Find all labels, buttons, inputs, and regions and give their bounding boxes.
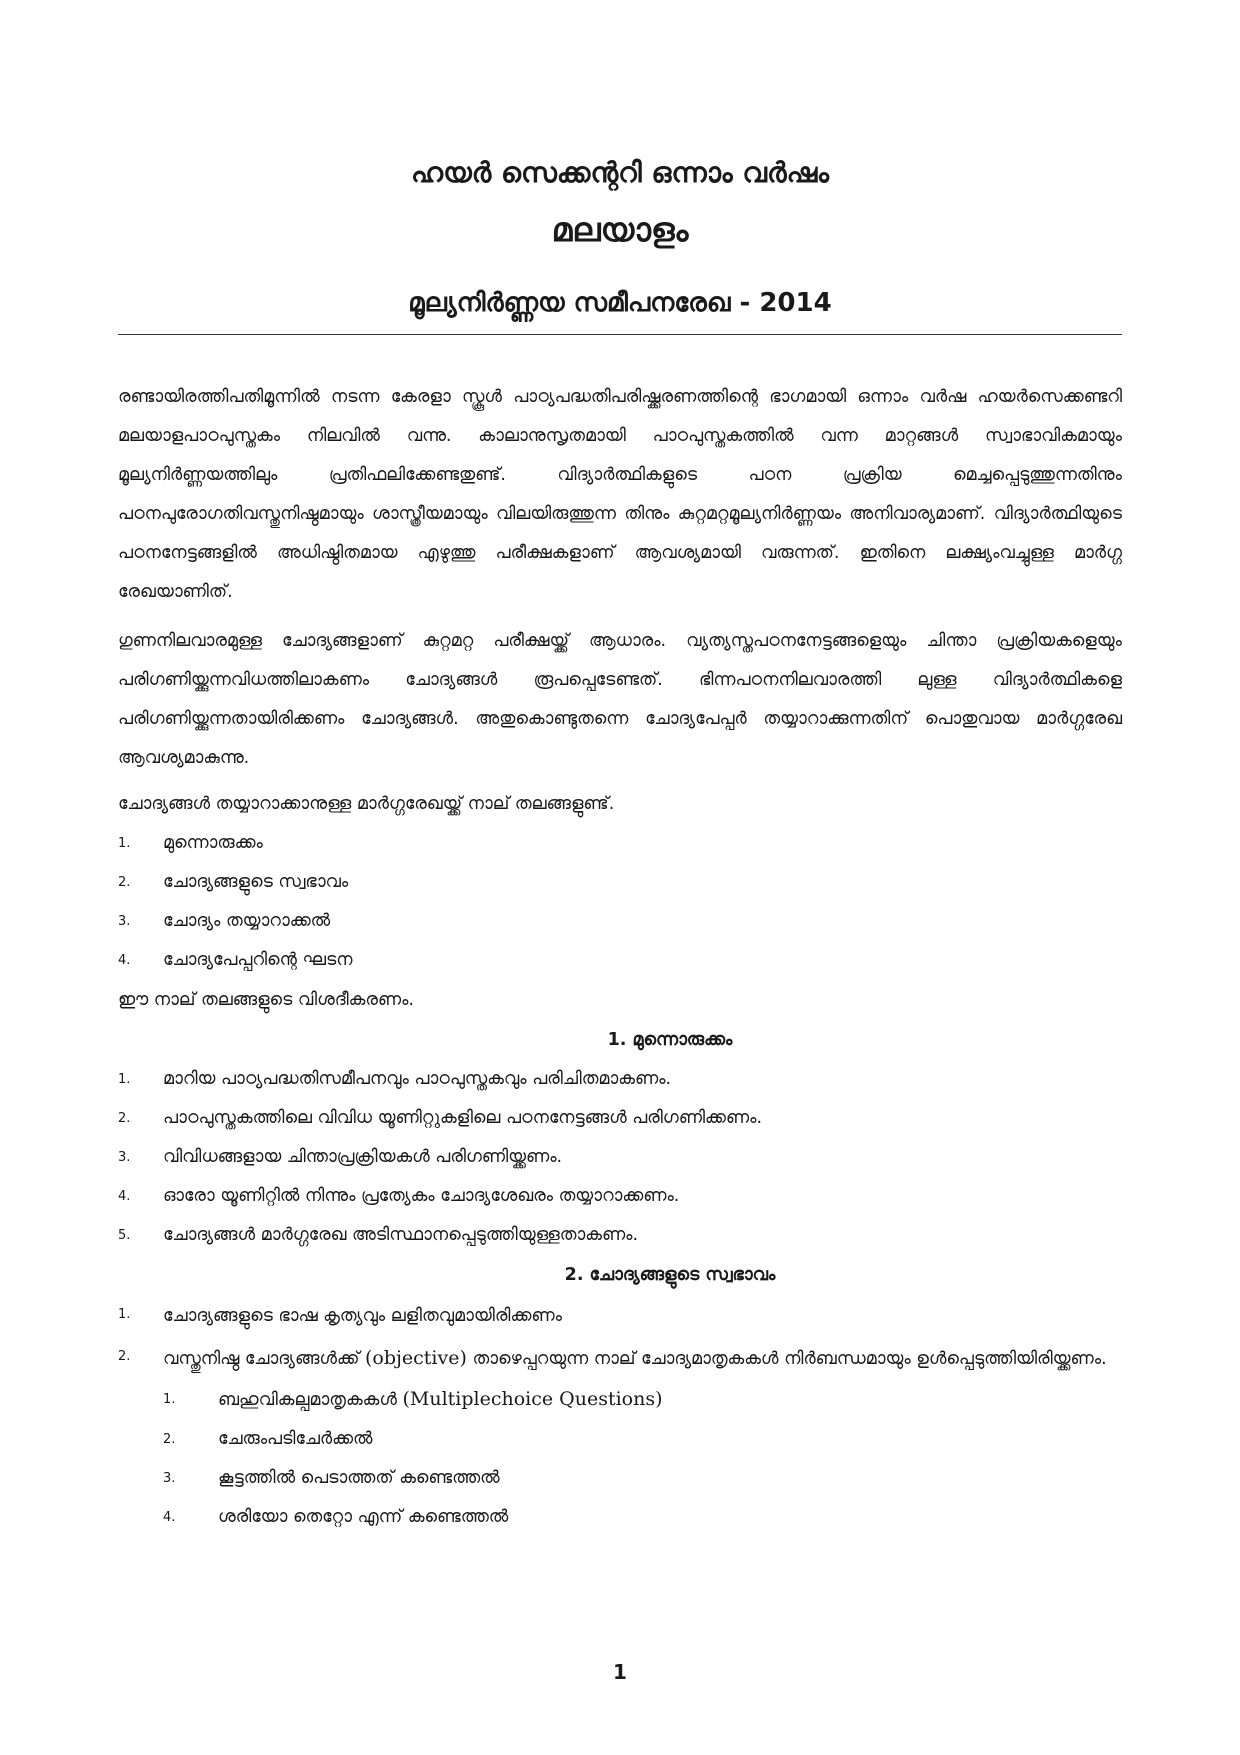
list-number: 2. (118, 1111, 131, 1126)
list-number: 1. (118, 1072, 131, 1087)
list-item (118, 1064, 1122, 1095)
intro-paragraph-1: രണ്ടായിരത്തിപതിമൂന്നിൽ നടന്ന കേരളാ സ്കൂൾ പാഠ്യപദ്ധതിപരിഷ്ക്കരണത്തിന്റെ ഭാഗമായി ഒന്നാം വർഷ ഹയർസെക്കണ്ടറി മലയാളപാഠപുസ്തകം നിലവിൽ വന്നു. കാലാനുസൃതമായി പാഠപുസ്തകത്തിൽ വന്ന മാറ്റങ്ങൾ സ്വാഭാവികമായും മൂല്യനിർണ്ണയത്തിലും പ്രതിഫലിക്കേണ്ടതുണ്ട്. വിദ്യാർത്ഥികളുടെ പഠന പ്രക്രിയ മെച്ചപ്പെടുത്തുന്നതിനും പഠനപുരോഗതിവസ്തുനിഷ്ഠമായും ശാസ്ത്രീയമായും വിലയിരുത്തുന്ന തിനും കുറ്റമറ്റമൂല്യനിർണ്ണയം അനിവാര്യമാണ്. വിദ്യാർത്ഥിയുടെ പഠനനേട്ടങ്ങളിൽ അധിഷ്ഠിതമായ എഴുത്തു പരീക്ഷകളാണ് ആവശ്യമായി വരുന്നത്. ഇതിനെ ലക്ഷ്യംവച്ചുള്ള മാർഗ്ഗ രേഖയാണിത്. (118, 387, 1122, 602)
list-number: 3. (163, 1471, 176, 1486)
list-text (163, 1341, 1122, 1376)
list-number: 1. (163, 1392, 176, 1407)
list-item (118, 1142, 1122, 1173)
list-number: 4. (118, 953, 131, 968)
intro-paragraph-2: ഗുണനിലവാരമുള്ള ചോദ്യങ്ങളാണ് കുറ്റമറ്റ പരീക്ഷയ്ക്ക് ആധാരം. വ്യത്യസ്തപഠനനേട്ടങ്ങളെയും ചിന്താ പ്രക്രിയകളെയും പരിഗണിയ്ക്കുന്നവിധത്തിലാകണം ചോദ്യങ്ങൾ രൂപപ്പെടേണ്ടത്. ഭിന്നപഠനനിലവാരത്തി ലുള്ള വിദ്യാർത്ഥികളെ പരിഗണിയ്ക്കുന്നതായിരിക്കണം ചോദ്യങ്ങൾ. അതുകൊണ്ടുതന്നെ ചോദ്യപേപ്പർ തയ്യാറാക്കുന്നതിന് പൊതുവായ മാർഗ്ഗരേഖ ആവശ്യമാകുന്നു. (118, 631, 1122, 768)
list-item (118, 1220, 1122, 1251)
list-item (118, 867, 1122, 898)
list-text: ചോദ്യങ്ങൾ മാർഗ്ഗരേഖ അടിസ്ഥാനപ്പെടുത്തിയുള്ളതാകണം. (163, 1225, 639, 1245)
document-title-line3: മൂല്യനിർണ്ണയ സമീപനരേഖ - 2014 (408, 288, 832, 318)
list-item (118, 1341, 1122, 1376)
list-item (118, 1299, 1122, 1333)
section-1-heading: 1. മുന്നൊരുക്കം (607, 1030, 733, 1050)
list-number: 4. (118, 1189, 131, 1204)
list-text (218, 1384, 1122, 1416)
sublist-item (163, 1424, 1122, 1455)
list-text (218, 1502, 1122, 1533)
list-item (118, 906, 1122, 937)
english-term: (objective) (364, 1347, 467, 1369)
levels-note: ഈ നാല് തലങ്ങളുടെ വിശദീകരണം. (118, 990, 414, 1010)
section-2-list (118, 1299, 1122, 1376)
list-text (218, 1424, 1122, 1455)
section-1-list (118, 1064, 1122, 1251)
list-item (118, 1181, 1122, 1212)
list-text: മുന്നൊരുക്കം (163, 833, 263, 853)
list-item (118, 828, 1122, 859)
question-types-sublist (163, 1384, 1122, 1533)
list-number: 1. (118, 836, 131, 851)
document-title-line1: ഹയർ സെക്കന്ററി ഒന്നാം വർഷം (410, 156, 830, 189)
section-2-heading: 2. ചോദ്യങ്ങളുടെ സ്വഭാവം (564, 1265, 776, 1285)
list-text-part: കൂട്ടത്തിൽ പെടാത്തത് കണ്ടെത്തൽ (218, 1468, 500, 1488)
list-text: ചോദ്യങ്ങളുടെ സ്വഭാവം (163, 872, 349, 892)
list-number: 3. (118, 1150, 131, 1165)
sublist-item (163, 1463, 1122, 1494)
sublist-item (163, 1502, 1122, 1533)
list-text: ചോദ്യങ്ങളുടെ ഭാഷ കൃത്യവും ലളിതവുമായിരിക്കണം (163, 1306, 562, 1326)
list-text: വിവിധങ്ങളായ ചിന്താപ്രക്രിയകൾ പരിഗണിയ്ക്കണം. (163, 1147, 563, 1167)
list-text-part: ചേരുംപടിചേർക്കൽ (218, 1429, 373, 1449)
list-text-part: ബഹുവികല്പമാതൃകകൾ (218, 1390, 403, 1410)
levels-list (118, 828, 1122, 976)
list-item (118, 1103, 1122, 1134)
document-title-subject: മലയാളം (551, 210, 689, 249)
list-text (218, 1463, 1122, 1494)
list-text: മാറിയ പാഠ്യപദ്ധതിസമീപനവും പാഠപുസ്തകവും പരിചിതമാകണം. (163, 1069, 672, 1089)
list-text: ഓരോ യൂണിറ്റിൽ നിന്നും പ്രത്യേകം ചോദ്യശേഖരം തയ്യാറാക്കണം. (163, 1186, 680, 1206)
list-number: 4. (163, 1510, 176, 1525)
list-text: ചോദ്യം തയ്യാറാക്കൽ (163, 911, 331, 931)
page-number: 1 (613, 1660, 627, 1684)
list-number: 3. (118, 914, 131, 929)
list-text-part: വസ്തുനിഷ്ഠ ചോദ്യങ്ങൾക്ക് (163, 1349, 365, 1369)
list-number: 2. (118, 875, 131, 890)
title-divider (118, 334, 1122, 335)
list-text: പാഠപുസ്തകത്തിലെ വിവിധ യൂണിറ്റുകളിലെ പഠനനേട്ടങ്ങൾ പരിഗണിക്കണം. (163, 1108, 763, 1128)
english-term: (Multiplechoice Questions) (402, 1388, 663, 1410)
list-number: 5. (118, 1228, 131, 1243)
document-body (118, 378, 1122, 1541)
list-text: ചോദ്യപേപ്പറിന്റെ ഘടന (163, 950, 353, 970)
list-number: 2. (163, 1432, 176, 1447)
list-number: 2. (118, 1349, 131, 1364)
sublist-item (163, 1384, 1122, 1416)
list-text-part: ശരിയോ തെറ്റോ എന്ന് കണ്ടെത്തൽ (218, 1507, 509, 1527)
list-number: 1. (118, 1307, 131, 1322)
list-item (118, 945, 1122, 976)
intro-paragraph-3: ചോദ്യങ്ങൾ തയ്യാറാക്കാനുള്ള മാർഗ്ഗരേഖയ്ക്ക് നാല് തലങ്ങളുണ്ട്. (118, 794, 615, 814)
list-text-part: താഴെപ്പറയുന്ന നാല് ചോദ്യമാതൃകകൾ നിർബന്ധമായും ഉൾപ്പെടുത്തിയിരിയ്ക്കണം. (466, 1349, 1107, 1369)
